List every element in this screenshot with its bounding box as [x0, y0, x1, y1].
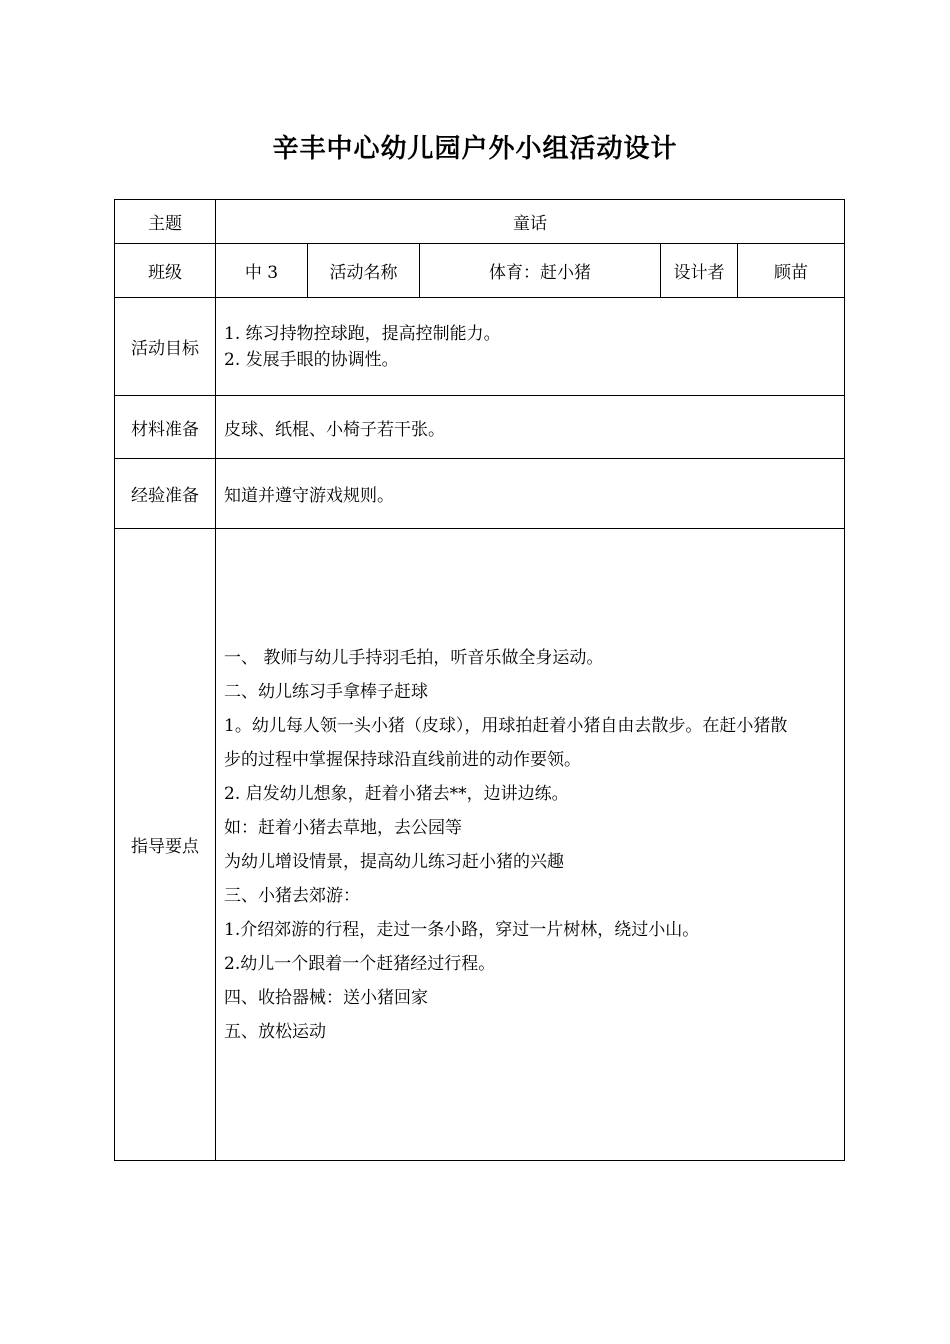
goal-item: 1. 练习持物控球跑，提高控制能力。 — [224, 323, 501, 344]
guide-line: 如：赶着小猪去草地，去公园等 — [224, 817, 462, 838]
theme-row — [115, 200, 845, 244]
guide-line: 1。幼儿每人领一头小猪（皮球），用球拍赶着小猪自由去散步。在赶小猪散 — [224, 715, 788, 736]
activity-name-label: 活动名称 — [308, 244, 420, 298]
guide-content — [216, 529, 845, 1161]
materials-label: 材料准备 — [115, 396, 216, 459]
page-title: 辛丰中心幼儿园户外小组活动设计 — [272, 134, 678, 164]
guide-row — [115, 529, 845, 1161]
goals-content — [216, 298, 845, 396]
experience-label: 经验准备 — [115, 459, 216, 529]
guide-line: 1.介绍郊游的行程，走过一条小路，穿过一片树林，绕过小山。 — [224, 919, 700, 940]
guide-line: 二、幼儿练习手拿棒子赶球 — [224, 681, 428, 702]
guide-line: 2.幼儿一个跟着一个赶猪经过行程。 — [224, 953, 496, 974]
guide-line: 一、 教师与幼儿手持羽毛拍，听音乐做全身运动。 — [224, 647, 604, 668]
goal-item: 2. 发展手眼的协调性。 — [224, 349, 399, 370]
guide-line: 为幼儿增设情景，提高幼儿练习赶小猪的兴趣 — [224, 851, 564, 872]
theme-label: 主题 — [115, 200, 216, 244]
designer-value: 顾苗 — [738, 244, 845, 298]
theme-value: 童话 — [216, 200, 845, 244]
designer-label: 设计者 — [661, 244, 738, 298]
activity-name-value: 体育：赶小猪 — [420, 244, 661, 298]
class-row — [115, 244, 845, 298]
materials-row — [115, 396, 845, 459]
guide-line: 三、小猪去郊游： — [224, 885, 360, 906]
goals-label: 活动目标 — [115, 298, 216, 396]
materials-value: 皮球、纸棍、小椅子若干张。 — [216, 396, 845, 459]
goals-row — [115, 298, 845, 396]
guide-line: 2. 启发幼儿想象，赶着小猪去**，边讲边练。 — [224, 783, 569, 804]
guide-line: 步的过程中掌握保持球沿直线前进的动作要领。 — [224, 749, 581, 770]
activity-plan-table — [114, 199, 845, 1161]
class-label: 班级 — [115, 244, 216, 298]
class-value: 中 3 — [216, 244, 308, 298]
experience-value: 知道并遵守游戏规则。 — [216, 459, 845, 529]
experience-row — [115, 459, 845, 529]
guide-line: 四、收拾器械：送小猪回家 — [224, 987, 428, 1008]
guide-label: 指导要点 — [115, 529, 216, 1161]
guide-line: 五、放松运动 — [224, 1021, 326, 1042]
